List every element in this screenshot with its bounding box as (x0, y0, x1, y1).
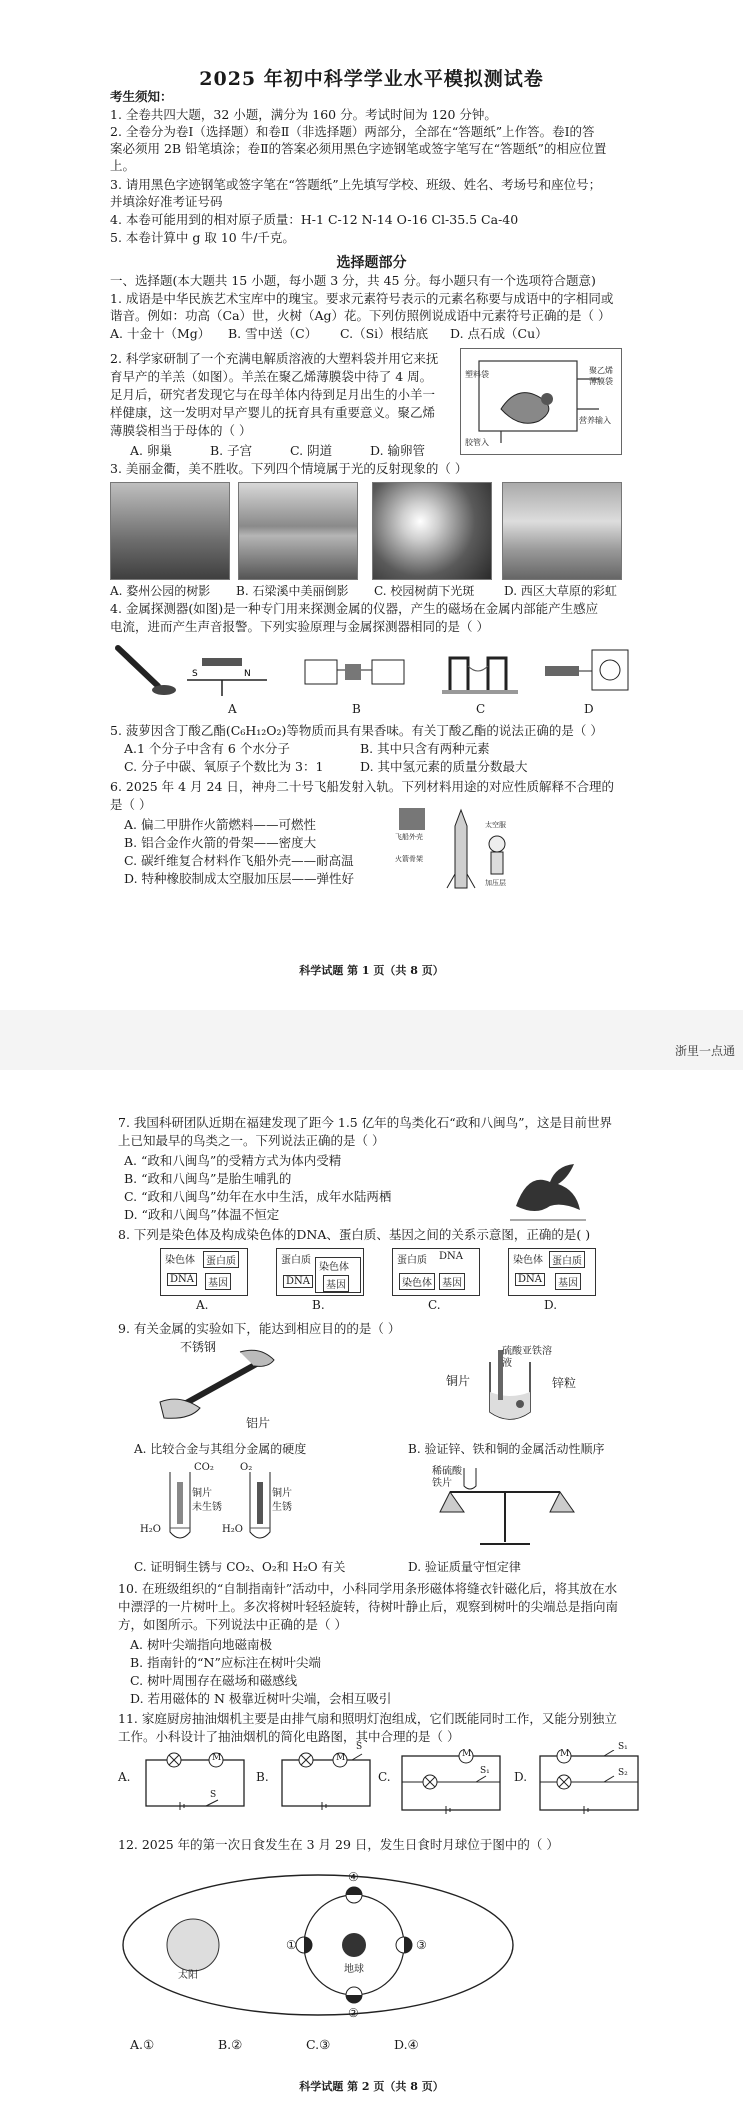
q6-stem: 是（ ） (110, 797, 152, 812)
figure-label: 火箭骨架 (395, 855, 423, 863)
notice-line: 案必须用 2B 铅笔填涂；卷Ⅱ的答案必须用黑色字迹钢笔或签字笔写在“答题纸”的相应位置 (110, 141, 607, 156)
motor-symbol: M (560, 1749, 570, 1759)
q4-label-b: B (352, 702, 361, 716)
q9-caption-b: B. 验证锌、铁和铜的金属活动性顺序 (408, 1442, 605, 1456)
q11-stem: 工作。小科设计了抽油烟机的简化电路图，其中合理的是（ ） (118, 1729, 460, 1744)
lamb-incubator-figure (460, 348, 622, 455)
earth-label: 地球 (344, 1964, 364, 1975)
switch-symbol: S₂ (618, 1768, 628, 1778)
q7-option-b: B. “政和八闽鸟”是胎生哺乳的 (124, 1171, 292, 1186)
q11-stem: 11. 家庭厨房抽油烟机主要是由排气扇和照明灯泡组成，它们既能同时工作，又能分别独立 (118, 1711, 617, 1726)
q6-option-c: C. 碳纤维复合材料作飞船外壳——耐高温 (124, 853, 354, 868)
q1-stem: 1. 成语是中华民族艺术宝库中的瑰宝。要求元素符号表示的元素名称要与成语中的字相同或 (110, 291, 614, 306)
q12-stem: 12. 2025 年的第一次日食发生在 3 月 29 日，发生日食时月球位于图中的（ ） (118, 1837, 559, 1852)
circuit-b-figure (276, 1742, 376, 1816)
notice-line: 2. 全卷分为卷Ⅰ（选择题）和卷Ⅱ（非选择题）两部分，全部在“答题纸”上作答。卷Ⅰ的答 (110, 124, 595, 139)
q10-stem: 方，如图所示。下列说法中正确的是（ ） (118, 1617, 347, 1632)
q8-diagram-c (392, 1248, 480, 1296)
box-term: 基因 (555, 1273, 581, 1290)
figure-label: CO₂ (194, 1462, 214, 1473)
experiment-d-figure (540, 640, 635, 700)
figure-label: 加压层 (485, 879, 506, 887)
q8-label-d: D. (544, 1298, 558, 1312)
box-term: 染色体 (165, 1255, 195, 1266)
page-footer: 科学试题 第 2 页（共 8 页） (299, 2080, 444, 2093)
box-term: DNA (283, 1275, 313, 1288)
q7-stem: 7. 我国科研团队近期在福建发现了距今 1.5 亿年的鸟类化石“政和八闽鸟”，这是目前世界 (118, 1115, 613, 1130)
position-label: ② (348, 2006, 359, 2020)
motor-symbol: M (336, 1753, 346, 1763)
figure-label: H₂O (222, 1524, 243, 1535)
q2-stem: 足月后，研究者发现它与在母羊体内待到足月出生的小羊一 (110, 387, 436, 402)
q7-stem: 上已知最早的鸟类之一。下列说法正确的是（ ） (118, 1133, 385, 1148)
figure-label: 塑料袋 (465, 370, 489, 379)
position-label: ③ (416, 1938, 427, 1952)
q1-stem: 谐音。例如：功高（Ca）世，火树（Ag）花。下列仿照例说成语中元素符号正确的是（ ） (110, 308, 611, 323)
reflection-photo (238, 482, 358, 580)
q1-option-c: C.（Si）根结底 (340, 326, 429, 341)
box-term: 染色体 (319, 1262, 349, 1273)
q5-option-b: B. 其中只含有两种元素 (360, 741, 490, 756)
figure-label: 铝片 (246, 1416, 271, 1430)
q9-caption-a: A. 比较合金与其组分金属的硬度 (134, 1442, 307, 1456)
q9-caption-d: D. 验证质量守恒定律 (408, 1560, 521, 1574)
q3-caption-a: A. 婺州公园的树影 (110, 584, 211, 598)
q9-caption-c: C. 证明铜生锈与 CO₂、O₂和 H₂O 有关 (134, 1560, 346, 1574)
q4-label-a: A (228, 702, 237, 716)
q11-label-d: D. (514, 1770, 528, 1784)
figure-label: 铜片 (272, 1488, 292, 1499)
metal-detector-figure (108, 640, 178, 700)
position-label: ① (286, 1938, 297, 1952)
box-term: 染色体 (399, 1273, 435, 1290)
q3-caption-c: C. 校园树荫下光斑 (374, 584, 475, 598)
page-title: 2025 年初中科学学业水平模拟测试卷 (199, 68, 544, 90)
experiment-b-figure (300, 640, 410, 700)
figure-label: 稀硫酸 (432, 1466, 462, 1477)
q4-stem: 电流，进而产生声音报警。下列实验原理与金属探测器相同的是（ ） (110, 619, 489, 634)
q4-label-d: D (584, 702, 594, 716)
bird-fossil-figure (508, 1162, 588, 1224)
figure-label: 飞船外壳 (395, 833, 423, 841)
q2-stem: 薄膜袋相当于母体的（ ） (110, 423, 252, 438)
circuit-c-figure (396, 1750, 506, 1816)
rocket-figure (395, 804, 515, 894)
box-term: 染色体 (513, 1255, 543, 1266)
q8-label-a: A. (196, 1298, 209, 1312)
q8-label-b: B. (312, 1298, 325, 1312)
box-term: 蛋白质 (549, 1251, 585, 1268)
scratch-test-figure (150, 1342, 300, 1432)
q6-option-b: B. 铝合金作火箭的骨架——密度大 (124, 835, 317, 850)
q2-option-c: C. 阴道 (290, 443, 333, 458)
q2-stem: 2. 科学家研制了一个充满电解质溶液的大塑料袋并用它来抚 (110, 351, 439, 366)
notice-line: 并填涂好准考证号码 (110, 194, 223, 209)
q4-label-c: C (476, 702, 486, 716)
metal-activity-figure (440, 1342, 590, 1432)
q10-stem: 10. 在班级组织的“自制指南针”活动中，小科同学用条形磁体将缝衣针磁化后，将其放在水 (118, 1581, 618, 1596)
q6-stem: 6. 2025 年 4 月 24 日，神舟二十号飞船发射入轨。下列材料用途的对应性质解释不合理的 (110, 779, 614, 794)
notice-heading: 考生须知： (110, 89, 173, 104)
q8-label-c: C. (428, 1298, 441, 1312)
q3-caption-b: B. 石梁溪中美丽倒影 (236, 584, 349, 598)
box-term: DNA (515, 1273, 545, 1286)
box-term: DNA (439, 1251, 463, 1262)
q7-option-a: A. “政和八闽鸟”的受精方式为体内受精 (124, 1153, 342, 1168)
q10-stem: 中漂浮的一片树叶上。多次将树叶轻轻旋转，待树叶静止后，观察到树叶的尖端总是指向南 (118, 1599, 619, 1614)
copper-rust-figure (140, 1462, 310, 1552)
figure-label: 未生锈 (192, 1502, 222, 1513)
q10-option-b: B. 指南针的“N”应标注在树叶尖端 (130, 1655, 321, 1670)
page-footer: 科学试题 第 1 页（共 8 页） (299, 964, 444, 977)
page-gap (0, 1010, 743, 1070)
figure-label: 铜片 (446, 1374, 471, 1388)
experiment-a-figure (182, 640, 272, 700)
q6-option-a: A. 偏二甲肼作火箭燃料——可燃性 (124, 817, 316, 832)
q2-stem: 育早产的羊羔（如图）。羊羔在聚乙烯薄膜袋中待了 4 周。 (110, 369, 433, 384)
q1-option-a: A. 十金十（Mg） (110, 326, 211, 341)
tree-shadow-photo (110, 482, 230, 580)
circuit-d-figure (534, 1742, 644, 1816)
q10-option-d: D. 若用磁体的 N 极靠近树叶尖端，会相互吸引 (130, 1691, 392, 1706)
q2-option-b: B. 子宫 (210, 443, 253, 458)
q12-option-c: C.③ (306, 2037, 331, 2052)
q2-option-a: A. 卵巢 (130, 443, 172, 458)
q5-option-c: C. 分子中碳、氧原子个数比为 3：1 (124, 759, 324, 774)
switch-symbol: S₁ (618, 1742, 628, 1752)
q10-option-c: C. 树叶周围存在磁场和磁感线 (130, 1673, 298, 1688)
notice-line: 5. 本卷计算中 g 取 10 牛/千克。 (110, 230, 295, 245)
q12-option-a: A.① (130, 2037, 155, 2052)
svg-text:S: S (192, 669, 198, 679)
light-spot-photo (372, 482, 492, 580)
q11-label-c: C. (378, 1770, 391, 1784)
figure-label: 硫酸亚铁溶液 (502, 1346, 552, 1369)
eclipse-orbit-figure (118, 1860, 538, 2030)
figure-label: 不锈钢 (180, 1340, 217, 1354)
motor-symbol: M (212, 1753, 222, 1763)
q8-diagram-d (508, 1248, 596, 1296)
position-label: ④ (348, 1870, 359, 1884)
q11-label-a: A. (118, 1770, 131, 1784)
q1-option-b: B. 雪中送（C） (228, 326, 318, 341)
figure-label: 太空服 (485, 821, 506, 829)
box-term: 基因 (439, 1273, 465, 1290)
figure-label: 铁片 (432, 1478, 452, 1489)
svg-text:N: N (244, 669, 251, 679)
balance-figure (430, 1462, 580, 1552)
q12-option-d: D.④ (394, 2037, 419, 2052)
rainbow-photo (502, 482, 622, 580)
figure-label: 胶管入 (465, 438, 489, 447)
notice-line: 上。 (110, 158, 136, 173)
experiment-c-figure (440, 640, 520, 700)
q3-caption-d: D. 西区大草原的彩虹 (504, 584, 617, 598)
q8-diagram-a (160, 1248, 248, 1296)
figure-label: 锌粒 (552, 1376, 577, 1390)
q7-option-d: D. “政和八闽鸟”体温不恒定 (124, 1207, 280, 1222)
box-term: DNA (167, 1273, 197, 1286)
exam-page-2 (0, 1070, 743, 2102)
q4-stem: 4. 金属探测器(如图)是一种专门用来探测金属的仪器，产生的磁场在金属内部能产生感应 (110, 601, 599, 616)
figure-label: 营养输入 (579, 416, 611, 425)
switch-symbol: S₁ (480, 1766, 490, 1776)
q11-label-b: B. (256, 1770, 269, 1784)
figure-label: 生锈 (272, 1502, 292, 1513)
q2-option-d: D. 输卵管 (370, 443, 426, 458)
switch-symbol: S (356, 1742, 363, 1752)
q10-option-a: A. 树叶尖端指向地磁南极 (130, 1637, 272, 1652)
q5-option-a: A.1 个分子中含有 6 个水分子 (124, 741, 290, 756)
section-intro: 一、选择题(本大题共 15 小题，每小题 3 分，共 45 分。每小题只有一个选项符合题意) (110, 273, 596, 288)
figure-label: O₂ (240, 1462, 253, 1473)
motor-symbol: M (462, 1749, 472, 1759)
q1-option-d: D. 点石成（Cu） (450, 326, 548, 341)
q7-option-c: C. “政和八闽鸟”幼年在水中生活，成年水陆两栖 (124, 1189, 392, 1204)
corner-watermark: 浙里一点通 (674, 1044, 735, 1058)
notice-line: 4. 本卷可能用到的相对原子质量：H-1 C-12 N-14 O-16 Cl-35.5 Ca-40 (110, 212, 519, 227)
q2-stem: 样健康，这一发明对早产婴儿的抚育具有重要意义。聚乙烯 (110, 405, 436, 420)
box-term: 蛋白质 (281, 1255, 311, 1266)
circuit-a-figure (140, 1750, 250, 1816)
q5-option-d: D. 其中氢元素的质量分数最大 (360, 759, 528, 774)
section-title: 选择题部分 (336, 255, 407, 271)
figure-label: H₂O (140, 1524, 161, 1535)
q6-option-d: D. 特种橡胶制成太空服加压层——弹性好 (124, 871, 355, 886)
q5-stem: 5. 菠萝因含丁酸乙酯(C₆H₁₂O₂)等物质而具有果香味。有关丁酸乙酯的说法正确的是（ ） (110, 723, 603, 738)
exam-page-1 (0, 0, 743, 1010)
q3-stem: 3. 美丽金衢，美不胜收。下列四个情境属于光的反射现象的（ ） (110, 461, 468, 476)
q9-stem: 9. 有关金属的实验如下，能达到相应目的的是（ ） (118, 1321, 401, 1336)
sun-label: 太阳 (178, 1970, 198, 1981)
notice-line: 1. 全卷共四大题，32 小题，满分为 160 分。考试时间为 120 分钟。 (110, 107, 497, 122)
box-term: 基因 (205, 1273, 231, 1290)
switch-symbol: S (210, 1790, 217, 1800)
box-term: 蛋白质 (203, 1251, 239, 1268)
q8-stem: 8. 下列是染色体及构成染色体的DNA、蛋白质、基因之间的关系示意图，正确的是( ) (118, 1227, 591, 1242)
box-term: 蛋白质 (397, 1255, 427, 1266)
q12-option-b: B.② (218, 2037, 243, 2052)
notice-line: 3. 请用黑色字迹钢笔或签字笔在“答题纸”上先填写学校、班级、姓名、考场号和座位号； (110, 177, 602, 192)
box-term: 基因 (323, 1275, 349, 1292)
figure-label: 铜片 (192, 1488, 212, 1499)
q8-diagram-b (276, 1248, 364, 1296)
figure-label: 聚乙烯薄膜袋 (589, 366, 613, 386)
